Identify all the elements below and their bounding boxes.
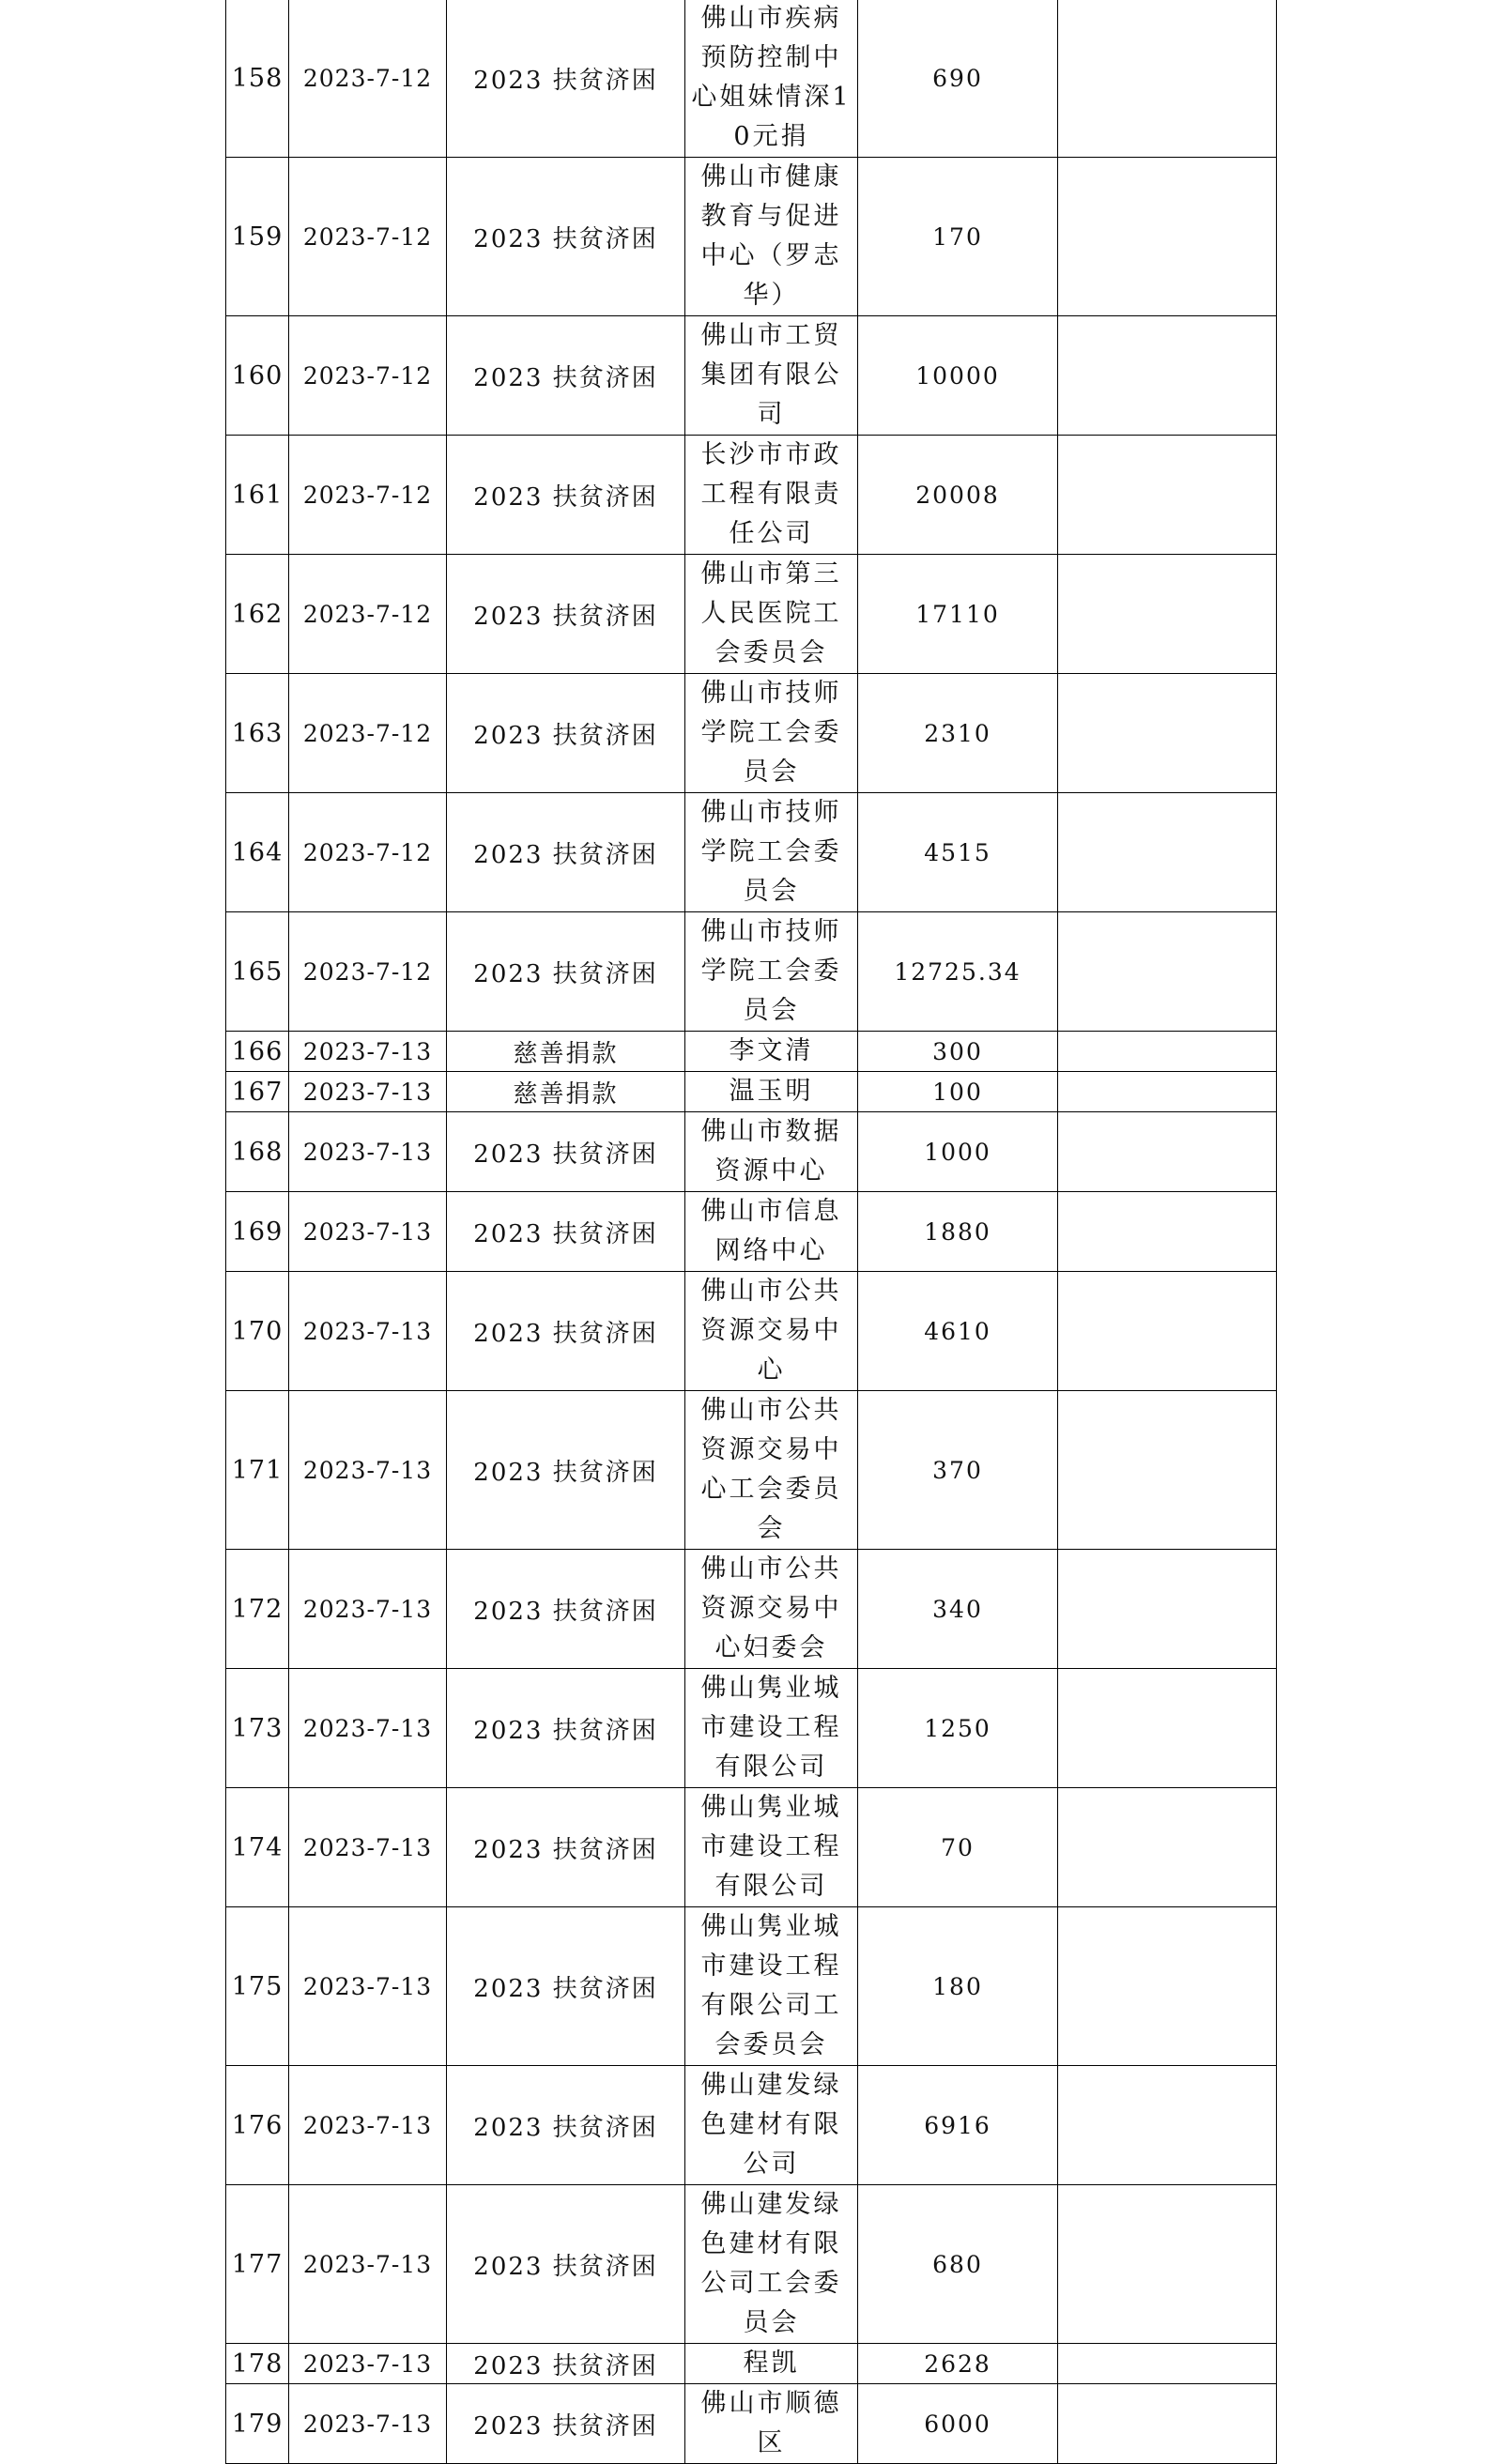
donor-cell — [685, 912, 858, 1032]
donor-cell — [685, 674, 858, 793]
donor-text: 佛山市信息网络中心 — [700, 1197, 842, 1265]
amount-cell: 70 — [858, 1788, 1058, 1907]
donor-text: 李文清 — [729, 1036, 814, 1065]
amount-cell: 1880 — [858, 1192, 1058, 1272]
project-cell: 2023 扶贫济困 — [447, 912, 685, 1032]
donor-text: 佛山市技师学院工会委员会 — [700, 679, 842, 787]
note-cell — [1058, 2185, 1277, 2344]
row-number-cell: 179 — [226, 2384, 289, 2464]
row-number-cell: 163 — [226, 674, 289, 793]
note-cell — [1058, 1788, 1277, 1907]
donor-text: 佛山市数据资源中心 — [700, 1117, 842, 1186]
note-cell — [1058, 1112, 1277, 1192]
project-cell: 2023 扶贫济困 — [447, 674, 685, 793]
project-cell: 2023 扶贫济困 — [447, 1550, 685, 1669]
date-cell: 2023-7-12 — [289, 436, 447, 555]
row-number-cell: 166 — [226, 1032, 289, 1072]
row-number-cell: 177 — [226, 2185, 289, 2344]
amount-cell: 1250 — [858, 1669, 1058, 1788]
row-number-cell: 169 — [226, 1192, 289, 1272]
table-row — [226, 2384, 1277, 2464]
amount-cell: 4515 — [858, 793, 1058, 912]
donor-cell — [685, 1788, 858, 1907]
project-cell: 2023 扶贫济困 — [447, 0, 685, 158]
date-cell: 2023-7-13 — [289, 1669, 447, 1788]
row-number-cell: 160 — [226, 316, 289, 436]
table-row — [226, 0, 1277, 158]
table-row — [226, 2185, 1277, 2344]
donor-text: 佛山隽业城市建设工程有限公司工会委员会 — [700, 1912, 842, 2059]
project-cell: 2023 扶贫济困 — [447, 1192, 685, 1272]
donor-text: 佛山市第三人民医院工会委员会 — [700, 559, 842, 667]
note-cell — [1058, 793, 1277, 912]
row-number-cell: 159 — [226, 158, 289, 316]
note-cell — [1058, 674, 1277, 793]
project-cell: 2023 扶贫济困 — [447, 2344, 685, 2384]
date-cell: 2023-7-13 — [289, 1032, 447, 1072]
donor-cell — [685, 2185, 858, 2344]
donor-cell — [685, 793, 858, 912]
note-cell — [1058, 158, 1277, 316]
date-cell: 2023-7-13 — [289, 1272, 447, 1391]
row-number-cell: 171 — [226, 1391, 289, 1550]
date-cell: 2023-7-13 — [289, 2384, 447, 2464]
table-row — [226, 1550, 1277, 1669]
amount-cell: 300 — [858, 1032, 1058, 1072]
donor-cell — [685, 1192, 858, 1272]
note-cell — [1058, 1391, 1277, 1550]
donor-text: 佛山市公共资源交易中心妇委会 — [700, 1554, 842, 1662]
donor-text: 佛山市公共资源交易中心工会委员会 — [700, 1396, 842, 1543]
row-number-cell: 174 — [226, 1788, 289, 1907]
table-row — [226, 555, 1277, 674]
donor-text: 佛山市顺德区 — [700, 2389, 842, 2457]
date-cell: 2023-7-12 — [289, 0, 447, 158]
project-cell: 2023 扶贫济困 — [447, 316, 685, 436]
amount-cell: 690 — [858, 0, 1058, 158]
amount-cell: 680 — [858, 2185, 1058, 2344]
note-cell — [1058, 436, 1277, 555]
amount-cell: 4610 — [858, 1272, 1058, 1391]
donor-text: 佛山市技师学院工会委员会 — [700, 798, 842, 906]
donor-cell — [685, 1907, 858, 2066]
date-cell: 2023-7-13 — [289, 1112, 447, 1192]
project-cell: 慈善捐款 — [447, 1072, 685, 1112]
table-row — [226, 316, 1277, 436]
amount-cell: 10000 — [858, 316, 1058, 436]
date-cell: 2023-7-13 — [289, 1788, 447, 1907]
donor-text: 佛山隽业城市建设工程有限公司 — [700, 1674, 842, 1782]
project-cell: 2023 扶贫济困 — [447, 2384, 685, 2464]
table-row — [226, 1192, 1277, 1272]
donor-text: 温玉明 — [729, 1077, 814, 1106]
note-cell — [1058, 1550, 1277, 1669]
table-row — [226, 1112, 1277, 1192]
row-number-cell: 162 — [226, 555, 289, 674]
project-cell: 2023 扶贫济困 — [447, 555, 685, 674]
donor-text: 长沙市市政工程有限责任公司 — [700, 440, 842, 548]
donor-text: 佛山建发绿色建材有限公司工会委员会 — [700, 2190, 842, 2337]
row-number-cell: 176 — [226, 2066, 289, 2185]
donor-cell — [685, 436, 858, 555]
amount-cell: 2628 — [858, 2344, 1058, 2384]
table-row — [226, 158, 1277, 316]
date-cell: 2023-7-13 — [289, 2185, 447, 2344]
donor-text: 佛山市技师学院工会委员会 — [700, 917, 842, 1025]
donor-cell — [685, 2384, 858, 2464]
date-cell: 2023-7-13 — [289, 2066, 447, 2185]
date-cell: 2023-7-13 — [289, 1192, 447, 1272]
note-cell — [1058, 1032, 1277, 1072]
donor-cell — [685, 1669, 858, 1788]
donation-table-body — [226, 0, 1277, 2464]
project-cell: 2023 扶贫济困 — [447, 793, 685, 912]
donor-text: 程凯 — [743, 2349, 800, 2378]
date-cell: 2023-7-12 — [289, 158, 447, 316]
table-row — [226, 1032, 1277, 1072]
amount-cell: 170 — [858, 158, 1058, 316]
date-cell: 2023-7-13 — [289, 1907, 447, 2066]
note-cell — [1058, 1907, 1277, 2066]
amount-cell: 12725.34 — [858, 912, 1058, 1032]
donor-text: 佛山市公共资源交易中心 — [700, 1277, 842, 1385]
amount-cell: 100 — [858, 1072, 1058, 1112]
donor-cell — [685, 158, 858, 316]
date-cell: 2023-7-13 — [289, 1391, 447, 1550]
row-number-cell: 170 — [226, 1272, 289, 1391]
table-row — [226, 1072, 1277, 1112]
date-cell: 2023-7-13 — [289, 2344, 447, 2384]
donor-cell — [685, 1032, 858, 1072]
table-row — [226, 912, 1277, 1032]
project-cell: 2023 扶贫济困 — [447, 1391, 685, 1550]
project-cell: 2023 扶贫济困 — [447, 1788, 685, 1907]
project-cell: 慈善捐款 — [447, 1032, 685, 1072]
note-cell — [1058, 1192, 1277, 1272]
table-row — [226, 1907, 1277, 2066]
table-row — [226, 436, 1277, 555]
note-cell — [1058, 555, 1277, 674]
table-row — [226, 2066, 1277, 2185]
row-number-cell: 167 — [226, 1072, 289, 1112]
date-cell: 2023-7-12 — [289, 674, 447, 793]
row-number-cell: 173 — [226, 1669, 289, 1788]
row-number-cell: 164 — [226, 793, 289, 912]
amount-cell: 180 — [858, 1907, 1058, 2066]
project-cell: 2023 扶贫济困 — [447, 2066, 685, 2185]
project-cell: 2023 扶贫济困 — [447, 158, 685, 316]
note-cell — [1058, 1669, 1277, 1788]
project-cell: 2023 扶贫济困 — [447, 1272, 685, 1391]
row-number-cell: 158 — [226, 0, 289, 158]
donor-cell — [685, 1112, 858, 1192]
donor-text: 佛山市健康教育与促进中心（罗志华） — [700, 162, 842, 310]
table-row — [226, 674, 1277, 793]
amount-cell: 6000 — [858, 2384, 1058, 2464]
project-cell: 2023 扶贫济困 — [447, 1907, 685, 2066]
row-number-cell: 172 — [226, 1550, 289, 1669]
donation-table — [225, 0, 1277, 2464]
table-row — [226, 793, 1277, 912]
donor-cell — [685, 1272, 858, 1391]
note-cell — [1058, 2344, 1277, 2384]
donor-cell — [685, 1391, 858, 1550]
donor-cell — [685, 555, 858, 674]
donor-cell — [685, 316, 858, 436]
row-number-cell: 161 — [226, 436, 289, 555]
note-cell — [1058, 1272, 1277, 1391]
donor-cell — [685, 0, 858, 158]
amount-cell: 1000 — [858, 1112, 1058, 1192]
donor-text: 佛山建发绿色建材有限公司 — [700, 2071, 842, 2179]
row-number-cell: 178 — [226, 2344, 289, 2384]
row-number-cell: 175 — [226, 1907, 289, 2066]
project-cell: 2023 扶贫济困 — [447, 1112, 685, 1192]
row-number-cell: 165 — [226, 912, 289, 1032]
amount-cell: 6916 — [858, 2066, 1058, 2185]
note-cell — [1058, 0, 1277, 158]
note-cell — [1058, 2384, 1277, 2464]
amount-cell: 17110 — [858, 555, 1058, 674]
date-cell: 2023-7-12 — [289, 555, 447, 674]
table-row — [226, 1669, 1277, 1788]
note-cell — [1058, 316, 1277, 436]
project-cell: 2023 扶贫济困 — [447, 436, 685, 555]
project-cell: 2023 扶贫济困 — [447, 1669, 685, 1788]
date-cell: 2023-7-12 — [289, 316, 447, 436]
date-cell: 2023-7-12 — [289, 793, 447, 912]
amount-cell: 2310 — [858, 674, 1058, 793]
donor-cell — [685, 1072, 858, 1112]
row-number-cell: 168 — [226, 1112, 289, 1192]
donor-cell — [685, 2066, 858, 2185]
table-row — [226, 1272, 1277, 1391]
date-cell: 2023-7-13 — [289, 1550, 447, 1669]
donor-text: 佛山市工贸集团有限公司 — [700, 321, 842, 429]
table-row — [226, 1788, 1277, 1907]
date-cell: 2023-7-13 — [289, 1072, 447, 1112]
note-cell — [1058, 1072, 1277, 1112]
amount-cell: 340 — [858, 1550, 1058, 1669]
donor-text: 佛山隽业城市建设工程有限公司 — [700, 1793, 842, 1901]
amount-cell: 370 — [858, 1391, 1058, 1550]
donor-text: 佛山市疾病预防控制中心姐妹情深10元捐 — [691, 4, 852, 151]
date-cell: 2023-7-12 — [289, 912, 447, 1032]
project-cell: 2023 扶贫济困 — [447, 2185, 685, 2344]
amount-cell: 20008 — [858, 436, 1058, 555]
note-cell — [1058, 2066, 1277, 2185]
table-row — [226, 2344, 1277, 2384]
donor-cell — [685, 2344, 858, 2384]
note-cell — [1058, 912, 1277, 1032]
table-row — [226, 1391, 1277, 1550]
donor-cell — [685, 1550, 858, 1669]
